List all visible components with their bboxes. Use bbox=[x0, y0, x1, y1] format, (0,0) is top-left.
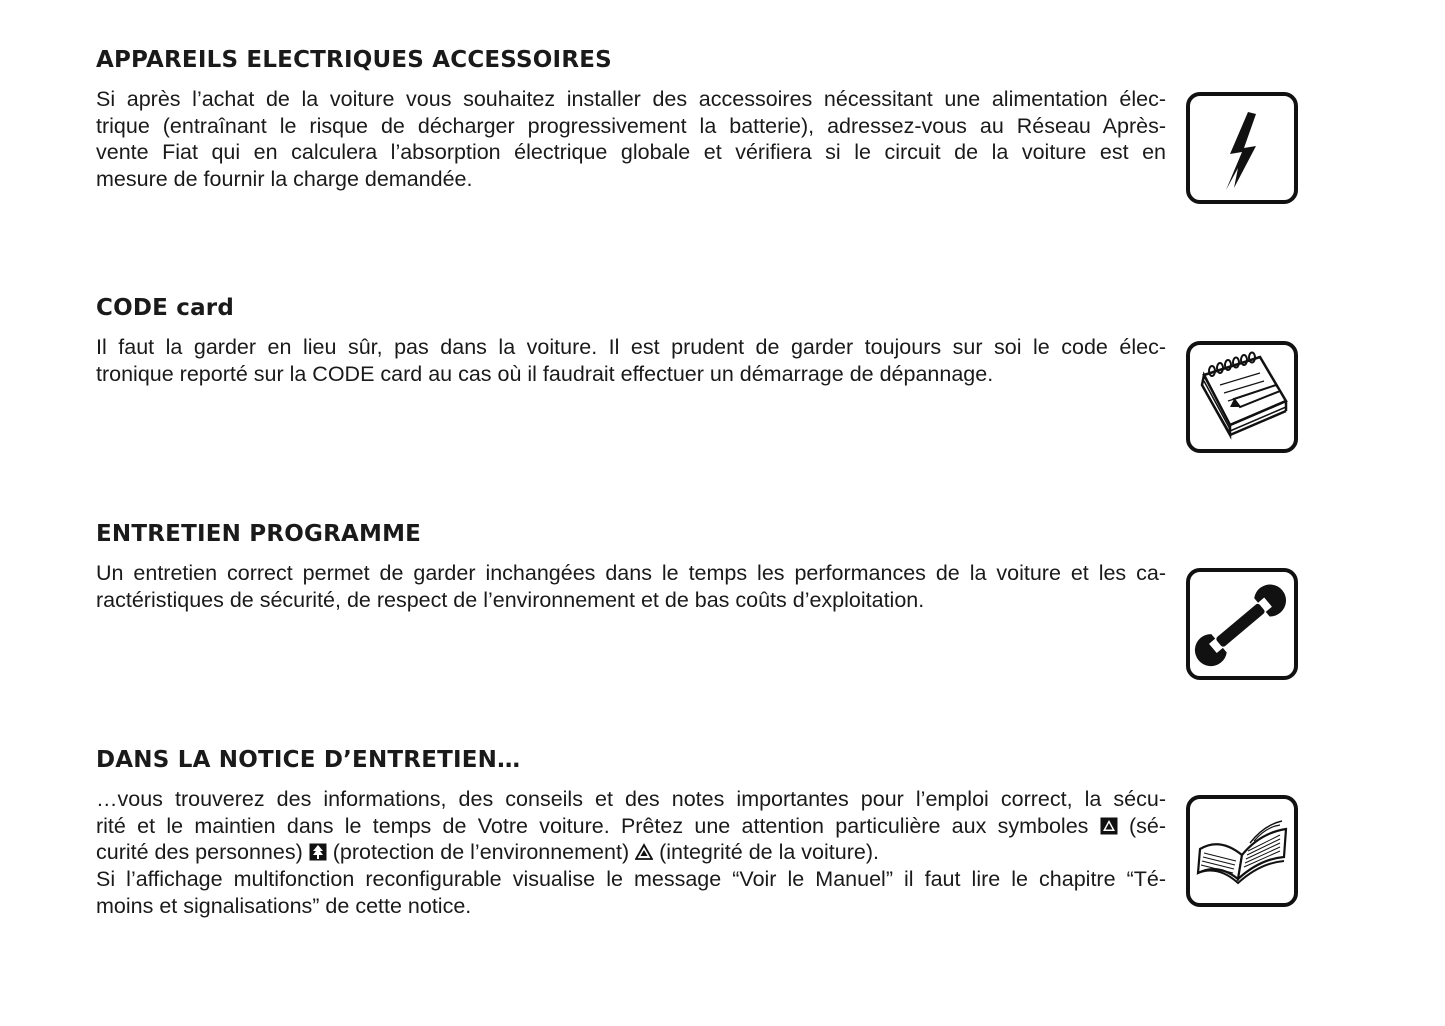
paragraph-line: Un entretien correct permet de garder inchangées dans le temps les performances de la voiture et les ca- bbox=[96, 561, 1166, 585]
section-title: DANS LA NOTICE D’ENTRETIEN… bbox=[96, 747, 521, 773]
line-text: rité et le maintien dans le temps de Votre voiture. Prêtez une attention particulière aux symboles bbox=[96, 813, 1089, 838]
paragraph-line: Si l’affichage multifonction reconfigurable visualise le message “Voir le Manuel” il faut lire le chapitre “Té- bbox=[96, 867, 1166, 892]
section-paragraph bbox=[96, 334, 1166, 387]
lightning-icon bbox=[1190, 96, 1294, 200]
book-icon-box bbox=[1186, 795, 1298, 907]
line-text: (protection de l’environnement) bbox=[332, 840, 630, 865]
vehicle-integrity-icon bbox=[635, 843, 653, 861]
paragraph-line bbox=[96, 813, 1166, 840]
paragraph-line: vente Fiat qui en calculera l’absorption électrique globale et vérifiera si le circuit de la voiture est en bbox=[96, 140, 1166, 165]
section-paragraph bbox=[96, 86, 1166, 193]
section-code-card bbox=[96, 294, 1166, 387]
section-title: ENTRETIEN PROGRAMME bbox=[96, 521, 422, 547]
section-entretien-programme bbox=[96, 520, 1166, 613]
open-book-icon bbox=[1190, 799, 1294, 903]
safety-persons-icon bbox=[1100, 817, 1118, 835]
lightning-icon-box bbox=[1186, 92, 1298, 204]
paragraph-line bbox=[96, 839, 1166, 866]
paragraph-line: Si après l’achat de la voiture vous souhaitez installer des accessoires nécessitant une alimentation élec- bbox=[96, 87, 1166, 111]
environment-protection-icon bbox=[309, 843, 327, 861]
notepad-pencil-icon bbox=[1190, 345, 1294, 449]
paragraph-line: moins et signalisations” de cette notice. bbox=[96, 893, 472, 918]
paragraph-line: Il faut la garder en lieu sûr, pas dans la voiture. Il est prudent de garder toujours sur soi le code élec- bbox=[96, 335, 1166, 359]
paragraph-line: mesure de fournir la charge demandée. bbox=[96, 167, 473, 192]
paragraph-line: …vous trouverez des informations, des conseils et des notes importantes pour l’emploi correct, la sécu- bbox=[96, 787, 1166, 811]
notepad-icon-box bbox=[1186, 341, 1298, 453]
section-paragraph bbox=[96, 786, 1166, 920]
section-notice-entretien bbox=[96, 746, 1166, 920]
wrench-icon bbox=[1190, 572, 1294, 676]
section-appareils-electriques bbox=[96, 46, 1166, 193]
paragraph-line: trique (entraînant le risque de décharger progressivement la batterie), adressez-vous au Réseau Après- bbox=[96, 113, 1166, 138]
line-text: (integrité de la voiture). bbox=[659, 840, 879, 865]
wrench-icon-box bbox=[1186, 568, 1298, 680]
paragraph-line: tronique reporté sur la CODE card au cas où il faudrait effectuer un démarrage de dépannage. bbox=[96, 361, 994, 386]
section-paragraph bbox=[96, 560, 1166, 613]
line-text: (sé- bbox=[1128, 813, 1166, 838]
section-title: CODE card bbox=[96, 295, 235, 321]
paragraph-line: ractéristiques de sécurité, de respect de l’environnement et de bas coûts d’exploitation. bbox=[96, 587, 925, 612]
section-title: APPAREILS ELECTRIQUES ACCESSOIRES bbox=[96, 47, 612, 73]
line-text: curité des personnes) bbox=[96, 840, 303, 865]
